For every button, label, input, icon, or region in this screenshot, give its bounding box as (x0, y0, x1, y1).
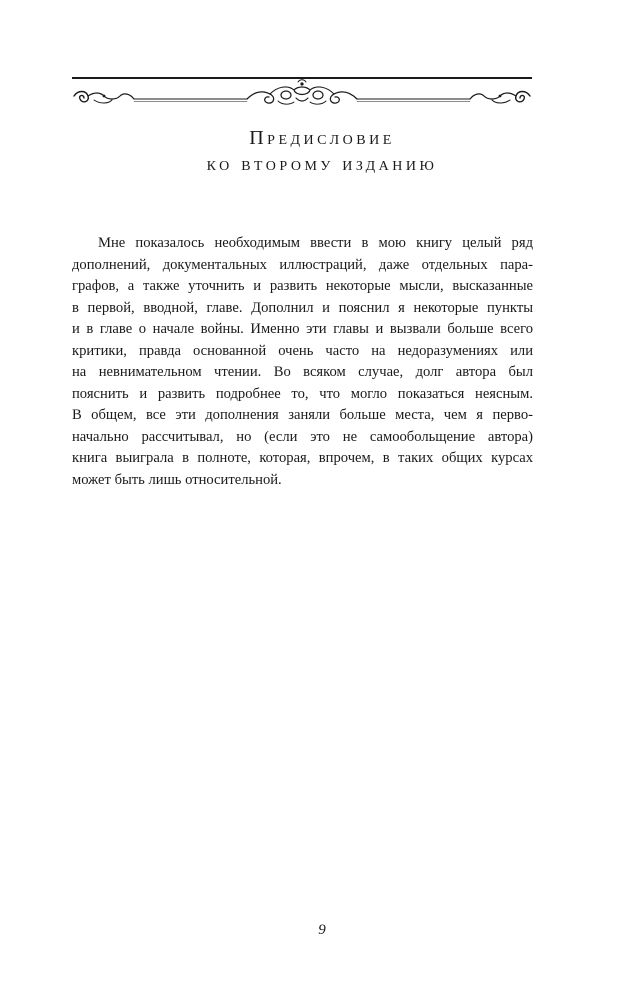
paragraph-line: пояснить и развить подробнее то, что могло показаться неясным. (72, 385, 533, 402)
paragraph-line: критики, правда основанной очень часто на недоразумениях или (72, 342, 533, 359)
paragraph-line: на невнимательном чтении. Во всяком случае, долг автора был (72, 364, 533, 380)
preface-paragraph (72, 233, 533, 491)
paragraph-line: дополнений, документальных иллюстраций, даже отдельных пара- (72, 256, 533, 273)
paragraph-line: начально рассчитывал, но (если это не самообольщение автора) (72, 428, 533, 445)
paragraph-line: В общем, все эти дополнения заняли больше места, чем я перво- (72, 407, 533, 423)
chapter-heading (0, 125, 644, 177)
paragraph-line: графов, а также уточнить и развить некоторые мысли, высказанные (72, 278, 533, 294)
heading-subtitle: ко второму изданию (206, 153, 438, 175)
paragraph-line: в первой, вводной, главе. Дополнил и пояснил я некоторые пункты (72, 299, 533, 316)
paragraph-line: Мне показалось необходимым ввести в мою книгу целый ряд (98, 235, 533, 251)
page-number: 9 (318, 922, 326, 938)
paragraph-line: и в главе о начале войны. Именно эти главы и вызвали больше всего (72, 321, 533, 337)
decorative-divider-icon (72, 76, 532, 110)
paragraph-line: книга выиграла в полноте, которая, впрочем, в таких общих курсах (72, 450, 533, 466)
heading-title: Предисловие (249, 127, 395, 149)
paragraph-line: может быть лишь относительной. (72, 471, 282, 488)
